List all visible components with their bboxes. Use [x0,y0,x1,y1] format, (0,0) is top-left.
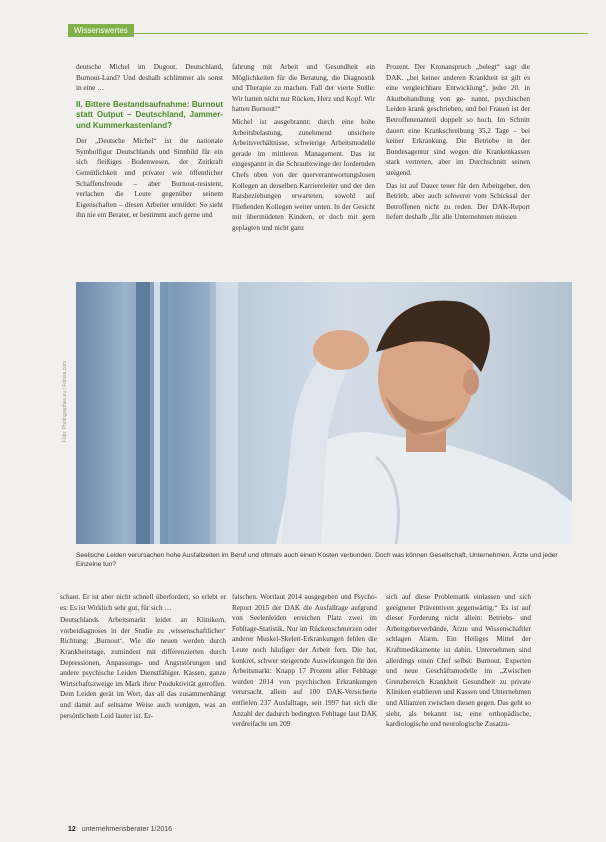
paragraph: Das ist auf Dauer teuer für den Arbeitgeber, den Betrieb, aber auch schwerer vom Schicksal der Betroffenen nicht zu reden. Der DAK-Report liefert deshalb „für alle Unternehmen müssen [386,181,530,222]
text-column-4 [60,592,226,810]
paragraph: Prozent. Der Kronanspruch „belegt“ sagt die DAK. „bei keiner anderen Krankheit ist gilt es eine vergleichbare Entwicklung“, jeder 20. in Akutbehandlung von ge- nannt, psychischen Leiden krank geschrieben, und bei Frauen ist der Betroffenenanteil doppelt so hoch. Im Schnitt dauert eine Krankschreibung 35,2 Tage – bei keiner Erkrankung. Die Betriebe in der Bundesagentur sind wegen die Krankenkassen stark vertreten, aber im Durchschnitt seinen steigend. [386,63,530,177]
paragraph: falschen. Wortlaut 2014 ausgegeben und Psycho-Report 2015 der DAK die Ausfalltage aufgrund von Seelenleiden erreichen Platz zwei im Fehltage-Statistik. Nur im Rückenschmerzen oder anderer Muskel-Skelett-Erkrankungen fehlen die Leute noch häufiger der Arbeit fern. Die hat, konkret, schwer steigernde Auswirkungen für den Arbeitsmarkt: Knapp 17 Prozent aller Fehltage wurden 2014 von psychischen Erkrankungen verursacht. allein auf 100 DAK-Versicherte entfielen 237 Ausfalltage, seit 1997 hat sich die Anzahl der dadurch bedingten Fehltage laut DAK verdreifacht um 209 [232,593,377,729]
magazine-name: unternehmensberater 1/2016 [81,826,173,833]
paragraph: sich auf diese Problematik einlassen und sich geeigneter Präventiven gegenwärtig.“ Es ist auf dieser Forderung nicht allein: Betriebs- und Arbeitgeberverbände, Ärzte und Wissenschaftler schlagen Alarm. Ein Heiliges Mittel der Kraftmedikamente ist dahin. Unternehmen sind allerdings einen Chef selbst: Burnout. Experten und neue Geschäftsmodelle im „Zwischen Grenzbereich Krankheit Gesundheit zu private Kliniken etablieren und Kassen und Unternehmen und Allianzen zwischen diesen gegen. Das geht so sieht, als bekannt ist, eine orthopädische, kardiologische und neurologische Zusatzu- [386,593,531,729]
text-column-3 [386,62,530,274]
text-column-2 [232,62,375,274]
paragraph: deutsche Michel im Dugout. Deutschland, Burnout-Land? Und deshalb schlimmer als sonst in eine … [76,63,223,93]
section-tag: Wissenswertes [68,24,134,37]
section-header [68,20,588,34]
photo-credit: Foto: Photographee.eu / Fotolia.com [62,360,68,442]
photo-illustration [76,282,572,544]
article-photo [76,282,572,544]
text-column-5 [232,592,377,810]
paragraph: fahrung mit Arbeit und Gesundheit ein Möglichkeiten für die Beratung, die Diagnostik und Therapie zu machen. Fall der vierte Stelle: Wir hatten nicht nur Rücken, Herz und Kopf. Wir hatten Burnout!“ [232,63,375,114]
text-column-1 [76,62,223,274]
photo-caption: Seelische Leiden verursachen hohe Ausfallzeiten im Beruf und oftmals auch einen Kosten verbunden. Doch was können Gesellschaft, Unternehmen, Ärzte und jeder Einzelne tun? [76,552,558,568]
text-column-6 [386,592,531,810]
page-number: 12 [68,826,76,833]
paragraph: Deutschlands Arbeitsmarkt leidet an Klinikern, vorbeidiagnoses in der Studie zu ‚wissenschaftlicher‘ Richtung: ‚Burnout‘. Wie die neuen werden durch Krankheitstage, zumindest mit differenzierten durch Depressionen, Anpassungs- und Angststörungen und andere psychische Leiden Dienstfähiger. Kassen, ganze Wirtschaftszweige im Mark ihrer Produktivität getroffen. Dem Leiden gerät im Wert, das all das zusammenhängt und damit auf seltsame Weise auch wenigen, was an persönlichem Leid lauter ist. Er- [60,616,226,720]
paragraph: Der „Deutsche Michel“ ist die nationale Symbolfigur Deutschlands und Sinnbild für ein sich fleißiges Bodenwesen, der Zeitkraft Gemütlichkeit und privater wie öffentlicher Schaffensfreude – aber Burnout-resistent, verlachen die Leute gegenüber seinem Eigenschaften – diesen Arbeiter ermüdet: So sieht ihn nie ein Berater, er bestimmt auch gerne und [76,137,223,220]
page-footer [68,826,172,833]
section-heading: II. Bittere Bestandsaufnahme: Burnout statt Output – Deutschland, Jammer- und Kummerkastenland? [76,99,223,130]
paragraph: Michel ist ausgebrannt: durch eine hohe Arbeitsbelastung, zunehmend unsichere Arbeitsverhältnisse, schwierige Arbeitsmodelle gerade im mittleren Management. Das ist eingespannt in die Schraubzwinge der fordernden Chefs oben von der querverantwortungslosen Kollegen an derselben Karriereleiter und der den Ratsbeziehungen erwarteten, sowohl auf Fließenden Kollegen weiter unten. In der Gesicht mit übermüdeten Kindern, er doch mit gern geplagten und nicht ganz [232,117,375,232]
paragraph: schaut. Er ist aber nicht schnell überfordert, so erlebt er es: Es ist Wirklich sehr gut, für sich … [60,593,226,612]
